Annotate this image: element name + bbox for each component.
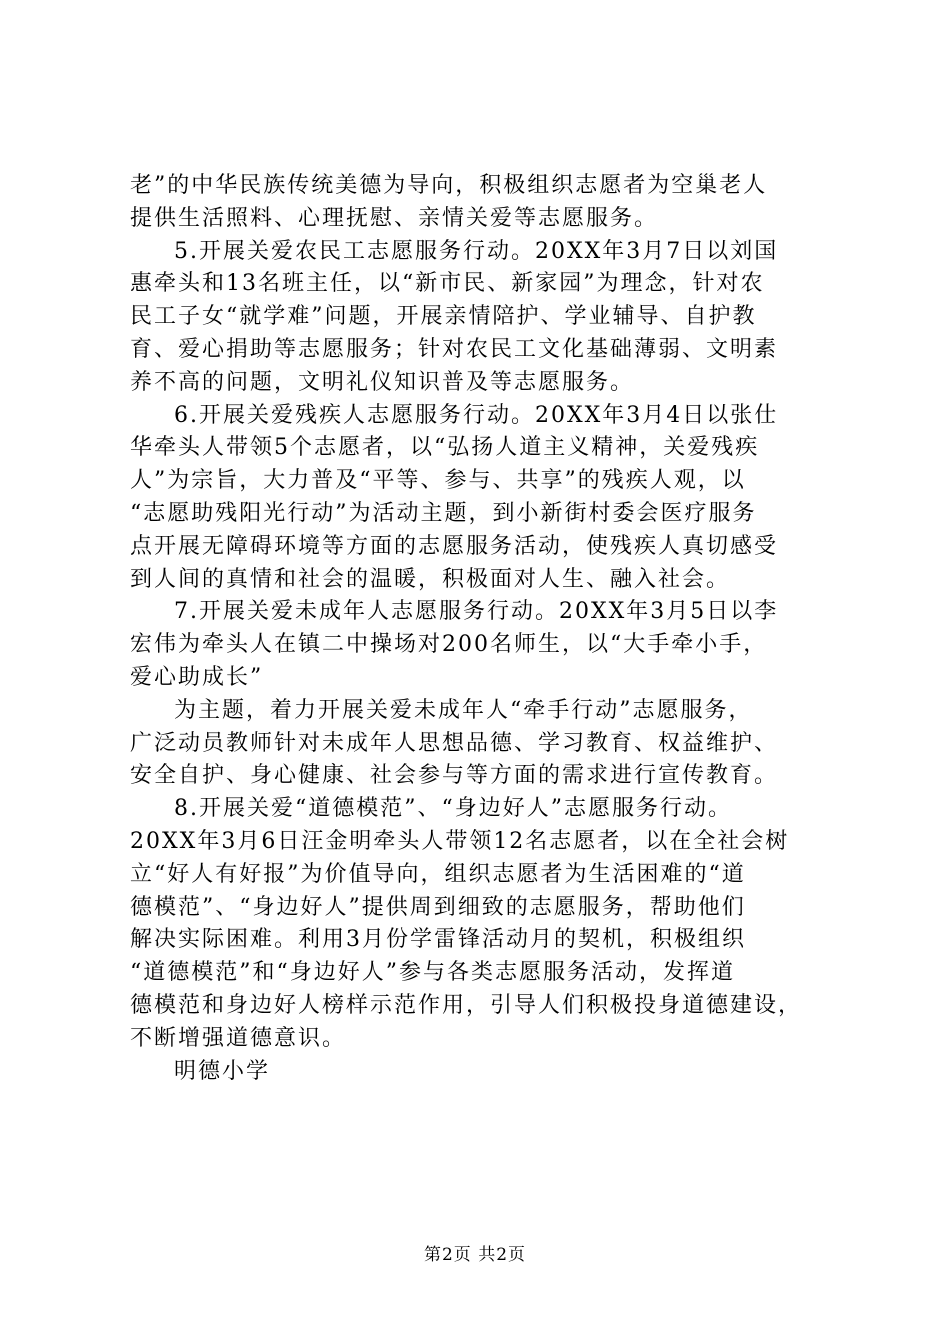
- text-line: 广泛动员教师针对未成年人思想品德、学习教育、权益维护、: [130, 730, 779, 756]
- text-line: 立“好人有好报”为价值导向，组织志愿者为生活困难的“道: [130, 861, 746, 887]
- text-line: 养不高的问题，文明礼仪知识普及等志愿服务。: [130, 369, 635, 395]
- text-line: 宏伟为牵头人在镇二中操场对200名师生，以“大手牵小手，: [130, 632, 768, 658]
- text-line: “道德模范”和“身边好人”参与各类志愿服务活动，发挥道: [130, 960, 735, 986]
- text-line: 5.开展关爱农民工志愿服务行动。20XX年3月7日以刘国: [174, 238, 779, 264]
- text-line: 不断增强道德意识。: [130, 1025, 347, 1051]
- text-line: 育、爱心捐助等志愿服务；针对农民工文化基础薄弱、文明素: [130, 336, 779, 362]
- text-line: 为主题，着力开展关爱未成年人“牵手行动”志愿服务，: [174, 697, 753, 723]
- text-line: 7.开展关爱未成年人志愿服务行动。20XX年3月5日以李: [174, 599, 779, 625]
- text-line: 人”为宗旨，大力普及“平等、参与、共享”的残疾人观，以: [130, 468, 746, 494]
- text-line: 惠牵头和13名班主任，以“新市民、新家园”为理念，针对农: [130, 271, 765, 297]
- text-line: 20XX年3月6日汪金明牵头人带领12名志愿者，以在全社会树: [130, 828, 790, 854]
- text-line: 德模范”、“身边好人”提供周到细致的志愿服务，帮助他们: [130, 894, 746, 920]
- text-line: 明德小学: [174, 1058, 271, 1084]
- text-line: 点开展无障碍环境等方面的志愿服务活动，使残疾人真切感受: [130, 533, 779, 559]
- text-line: 到人间的真情和社会的温暖，积极面对人生、融入社会。: [130, 566, 731, 592]
- text-line: 德模范和身边好人榜样示范作用，引导人们积极投身道德建设，: [130, 992, 803, 1018]
- text-line: 民工子女“就学难”问题，开展亲情陪护、学业辅导、自护教: [130, 304, 757, 330]
- text-line: 6.开展关爱残疾人志愿服务行动。20XX年3月4日以张仕: [174, 402, 779, 428]
- text-line: 8.开展关爱“道德模范”、“身边好人”志愿服务行动。: [174, 796, 732, 822]
- text-line: 提供生活照料、心理抚慰、亲情关爱等志愿服务。: [130, 205, 659, 231]
- text-line: 解决实际困难。利用3月份学雷锋活动月的契机，积极组织: [130, 927, 746, 953]
- text-line: 安全自护、身心健康、社会参与等方面的需求进行宣传教育。: [130, 763, 779, 789]
- page-footer: 第2页 共2页: [423, 1245, 527, 1265]
- text-line: “志愿助残阳光行动”为活动主题，到小新街村委会医疗服务: [130, 500, 757, 526]
- document-body: [130, 170, 840, 1088]
- text-line: 老”的中华民族传统美德为导向，积极组织志愿者为空巢老人: [130, 173, 768, 198]
- text-line: 爱心助成长”: [130, 664, 264, 690]
- text-line: 华牵头人带领5个志愿者，以“弘扬人道主义精神，关爱残疾: [130, 435, 760, 461]
